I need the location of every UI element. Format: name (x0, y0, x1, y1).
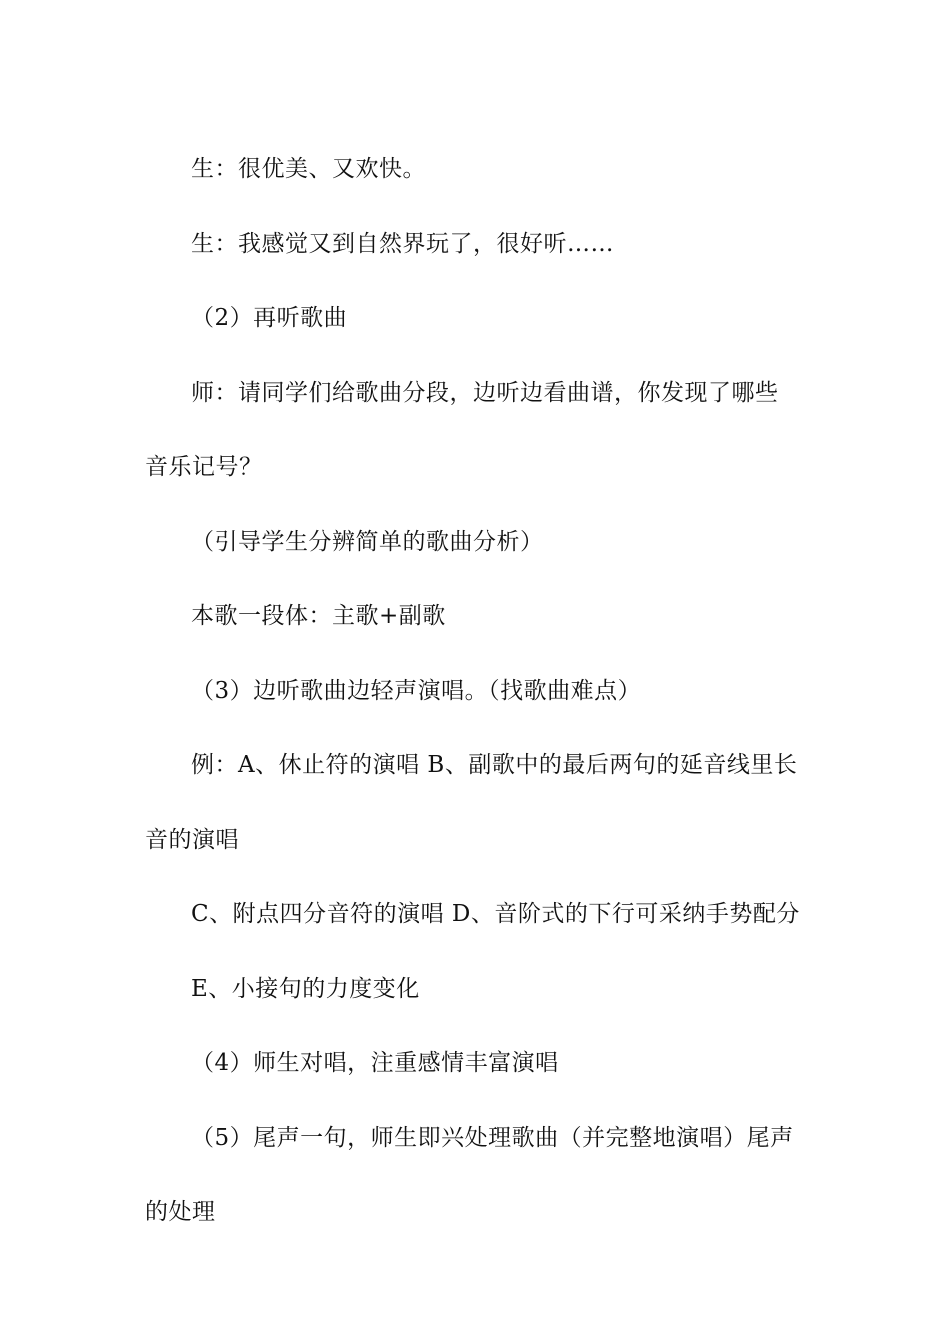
paragraph-continuation-line: 音乐记号？ (145, 454, 263, 480)
paragraph-line: 例：A、休止符的演唱 B、副歌中的最后两句的延音线里长 (191, 752, 798, 778)
paragraph-line: 生：我感觉又到自然界玩了，很好听…… (191, 230, 614, 257)
paragraph-line: （引导学生分辨简单的歌曲分析） (191, 528, 544, 555)
paragraph-line: 生：很优美、又欢快。 (191, 156, 426, 182)
paragraph-line: （3）边听歌曲边轻声演唱。（找歌曲难点） (191, 677, 642, 704)
paragraph-line: 师：请同学们给歌曲分段，边听边看曲谱，你发现了哪些 (191, 379, 779, 406)
document-body (145, 132, 810, 1250)
paragraph-continuation-line: 的处理 (145, 1199, 216, 1225)
paragraph-line: （2）再听歌曲 (191, 305, 348, 331)
paragraph-line: C、附点四分音符的演唱 D、音阶式的下行可采纳手势配分 (191, 901, 800, 927)
paragraph-line: E、小接句的力度变化 (191, 975, 420, 1002)
paragraph-continuation-line: 音的演唱 (145, 826, 239, 853)
paragraph-line: （5）尾声一句，师生即兴处理歌曲（并完整地演唱）尾声 (191, 1124, 794, 1151)
paragraph-line: （4）师生对唱，注重感情丰富演唱 (191, 1050, 559, 1076)
paragraph-line: 本歌一段体：主歌+副歌 (191, 603, 446, 629)
